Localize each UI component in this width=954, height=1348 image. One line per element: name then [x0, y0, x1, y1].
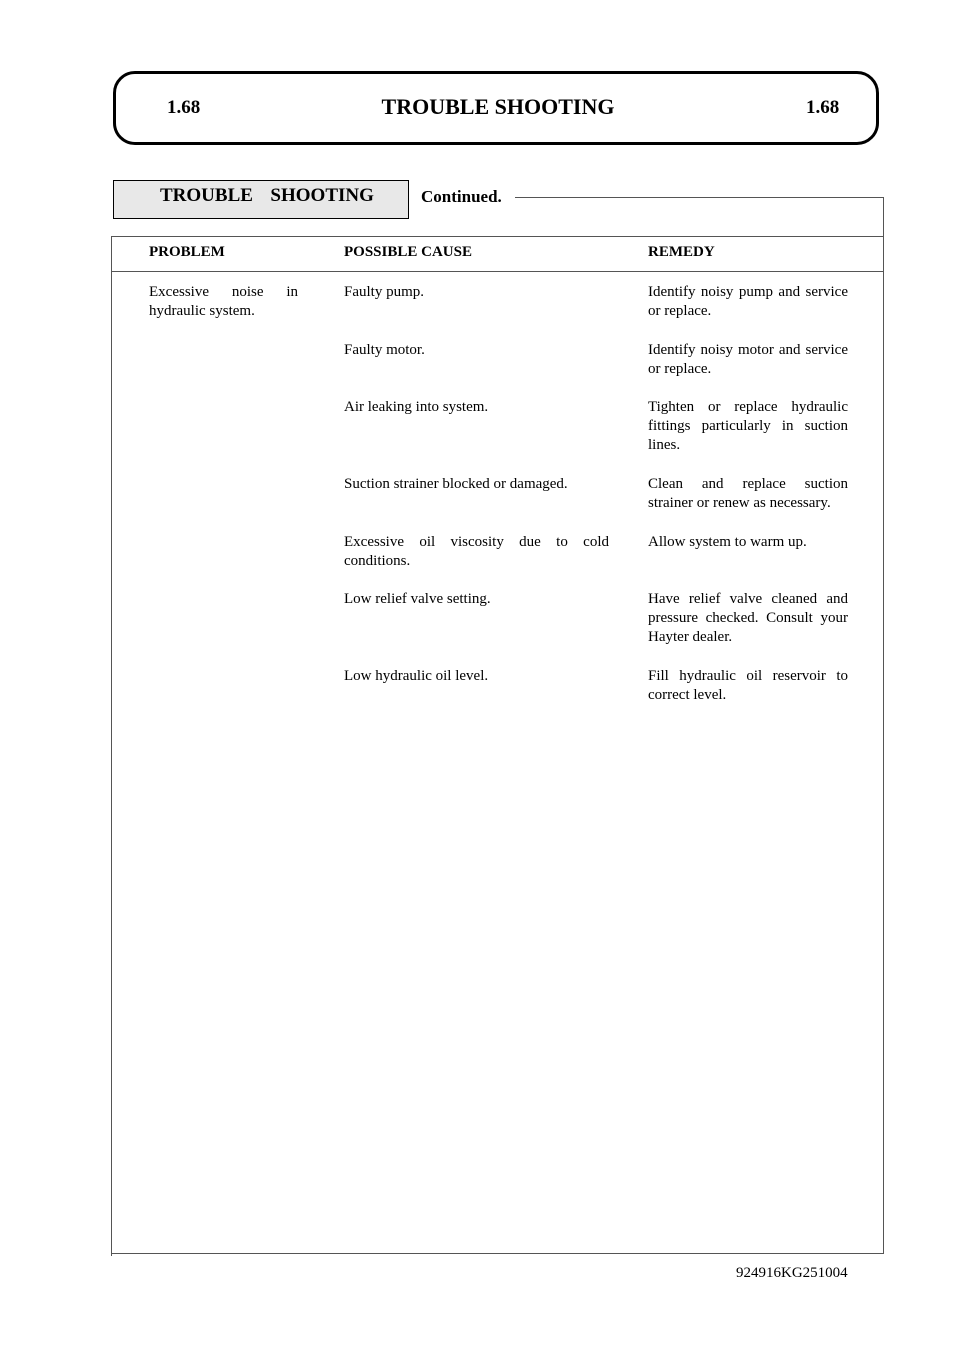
section-tab-label: TROUBLE SHOOTING	[160, 185, 374, 206]
column-header-possible-cause: POSSIBLE CAUSE	[344, 244, 472, 260]
remedy-cell: Tighten or replace hydraulic fittings particularly in suction lines.	[648, 399, 848, 453]
column-header-remedy: REMEDY	[648, 244, 715, 260]
cause-cell: Excessive oil viscosity due to cold conditions.	[344, 534, 609, 569]
cause-cell: Faulty pump.	[344, 284, 425, 300]
frame-right-border	[883, 197, 884, 1254]
document-code: 924916KG251004	[736, 1265, 848, 1281]
cause-cell: Suction strainer blocked or damaged.	[344, 476, 568, 492]
problem-cell: Excessive noise in hydraulic system.	[149, 284, 298, 319]
cause-cell: Air leaking into system.	[344, 399, 489, 415]
remedy-cell: Identify noisy motor and service or replace.	[648, 342, 848, 377]
remedy-cell: Identify noisy pump and service or replace.	[648, 284, 848, 319]
section-number-right: 1.68	[806, 97, 840, 118]
remedy-cell: Fill hydraulic oil reservoir to correct level.	[648, 668, 848, 703]
section-number-left: 1.68	[167, 97, 201, 118]
remedy-cell: Have relief valve cleaned and pressure checked. Consult your Hayter dealer.	[648, 591, 848, 645]
table-header-bottom-rule	[111, 271, 884, 272]
remedy-cell: Clean and replace suction strainer or renew as necessary.	[648, 476, 848, 511]
continued-label: Continued.	[421, 187, 502, 206]
cause-cell: Faulty motor.	[344, 342, 425, 358]
frame-left-border	[111, 236, 112, 1256]
table-header-top-rule	[111, 236, 884, 237]
frame-bottom-border	[111, 1253, 884, 1254]
remedy-cell: Allow system to warm up.	[648, 534, 807, 550]
cause-cell: Low hydraulic oil level.	[344, 668, 489, 684]
page-title: TROUBLE SHOOTING	[381, 94, 615, 119]
continued-rule	[515, 197, 884, 198]
cause-cell: Low relief valve setting.	[344, 591, 491, 607]
column-header-problem: PROBLEM	[149, 244, 225, 260]
